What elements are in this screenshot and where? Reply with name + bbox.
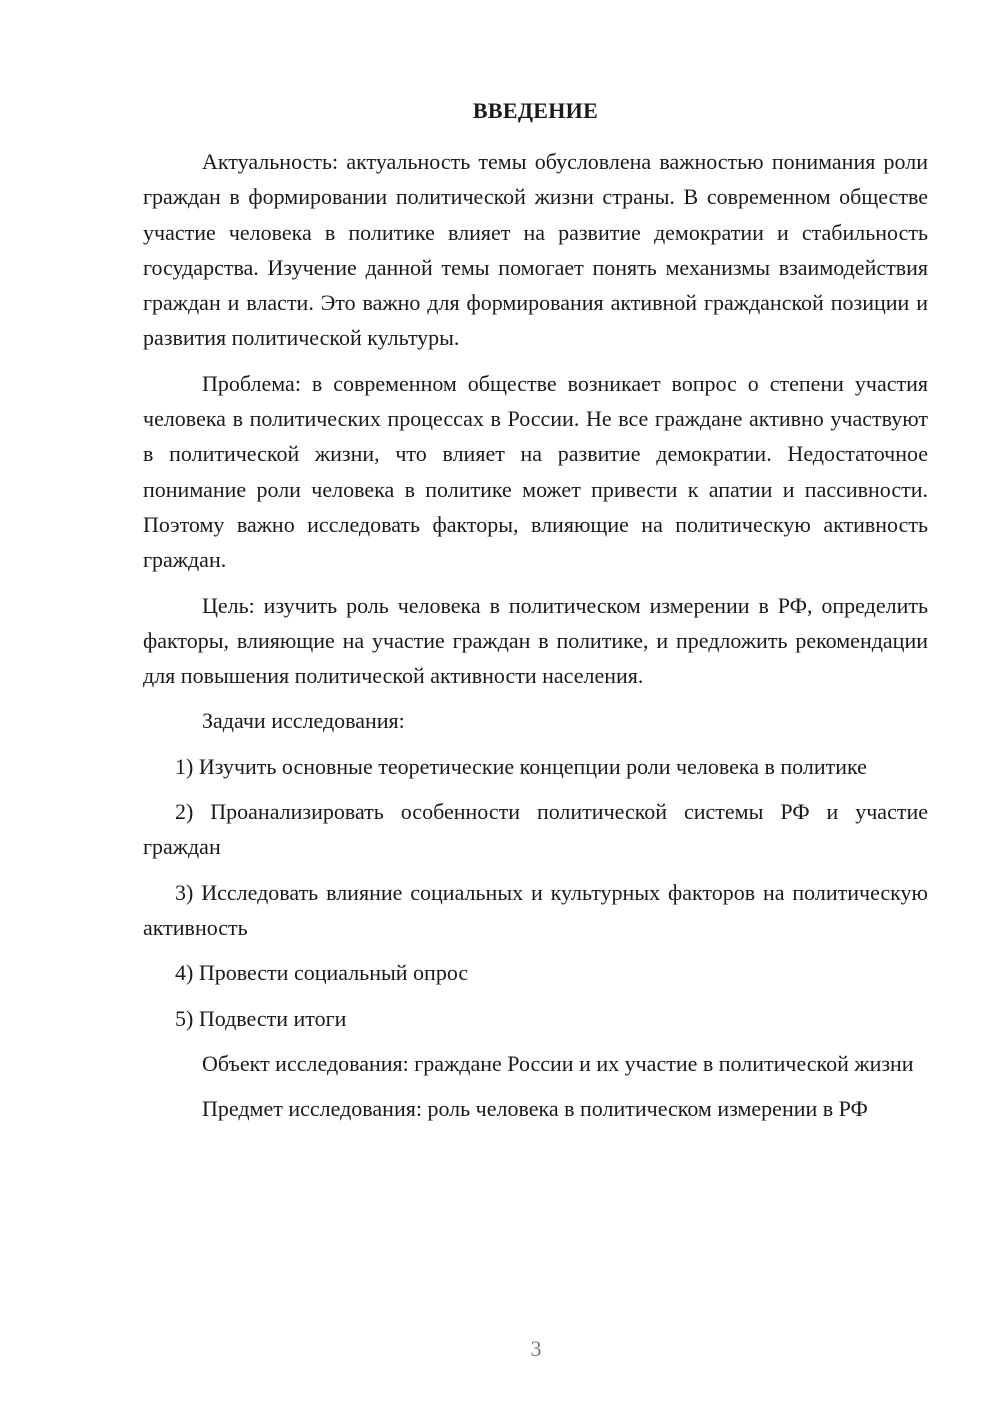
paragraph-goal: Цель: изучить роль человека в политическом измерении в РФ, определить факторы, влияющие на участие граждан в политике, и предложить рекомендации для повышения политической активности населения. (143, 592, 928, 689)
list-item-task-1: 1) Изучить основные теоретические концепции роли человека в политике (175, 753, 867, 779)
paragraph-relevance: Актуальность: актуальность темы обусловлена важностью понимания роли граждан в формировании политической жизни страны. В современном обществе участие человека в политике влияет на развитие демократии и стабильность государства. Изучение данной темы помогает понять механизмы взаимодействия граждан и власти. Это важно для формирования активной гражданской позиции и развития политической культуры. (143, 149, 928, 351)
list-item-task-3: 3) Исследовать влияние социальных и культурных факторов на политическую активность (143, 879, 928, 940)
paragraph-problem: Проблема: в современном обществе возникает вопрос о степени участия человека в политических процессах в России. Не все граждане активно участвуют в политической жизни, что влияет на развитие демократии. Недостаточное понимание роли человека в политике может привести к апатии и пассивности. Поэтому важно исследовать факторы, влияющие на политическую активность граждан. (143, 370, 928, 573)
list-item-task-2: 2) Проанализировать особенности политической системы РФ и участие граждан (143, 799, 928, 860)
document-page (143, 96, 928, 1136)
paragraph-object: Объект исследования: граждане России и их участие в политической жизни (202, 1050, 914, 1076)
section-heading: ВВЕДЕНИЕ (472, 98, 599, 123)
list-item-task-4: 4) Провести социальный опрос (175, 960, 469, 986)
paragraph-tasks-intro: Задачи исследования: (202, 708, 405, 734)
paragraph-subject: Предмет исследования: роль человека в политическом измерении в РФ (202, 1096, 868, 1122)
list-item-task-5: 5) Подвести итоги (175, 1005, 347, 1031)
page-number: 3 (530, 1336, 542, 1361)
